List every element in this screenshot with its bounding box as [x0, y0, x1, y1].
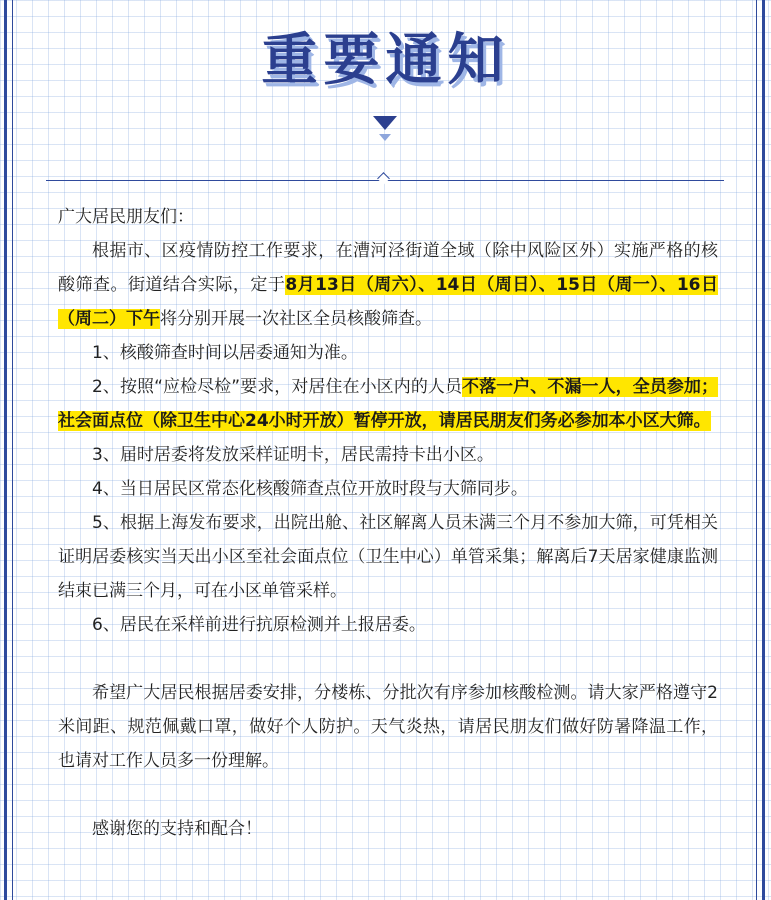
list-item-3: 3、届时居委将发放采样证明卡，居民需持卡出小区。 — [92, 445, 494, 465]
list-item-2 — [58, 370, 718, 438]
closing-paragraph: 希望广大居民根据居委安排，分楼栋、分批次有序参加核酸检测。请大家严格遵守2米间距、规范佩戴口罩，做好个人防护。天气炎热，请居民朋友们做好防暑降温工作，也请对工作人员多一份理解。 — [58, 683, 718, 771]
list-item-1: 1、核酸筛查时间以居委通知为准。 — [92, 343, 358, 363]
list-item-5: 5、根据上海发布要求，出院出舱、社区解离人员未满三个月不参加大筛，可凭相关证明居委核实当天出小区至社会面点位（卫生中心）单管采集；解离后7天居家健康监测结束已满三个月，可在小区单管采样。 — [58, 513, 718, 601]
list-item-6: 6、居民在采样前进行抗原检测并上报居委。 — [92, 615, 426, 635]
greeting: 广大居民朋友们： — [58, 207, 194, 227]
intro-text: 根据市、区疫情防控工作要求，在漕河泾街道全域（除中风险区外）实施严格的核酸筛查。街道结合实际，定于 — [58, 241, 718, 295]
paragraph-intro — [58, 234, 718, 336]
notice-title: 重要通知 — [261, 28, 510, 93]
spacer — [58, 642, 718, 676]
item2-highlight: 不落一户、不漏一人，全员参加；社会面点位（除卫生中心24小时开放）暂停开放，请居民朋友们务必参加本小区大筛。 — [58, 377, 719, 431]
thanks-line: 感谢您的支持和配合！ — [92, 819, 262, 839]
down-arrow-icon — [373, 116, 397, 130]
notice-body — [58, 200, 718, 846]
intro-text-end: 将分别开展一次社区全员核酸筛查。 — [160, 309, 432, 329]
item2-text: 2、按照“应检尽检”要求，对居住在小区内的人员 — [92, 377, 463, 397]
list-item-4: 4、当日居民区常态化核酸筛查点位开放时段与大筛同步。 — [92, 479, 528, 499]
down-arrow-small-icon — [379, 134, 391, 141]
intro-highlight-dates: 8月13日（周六）、14日（周日）、15日（周一）、16日（周二）下午 — [58, 275, 718, 329]
spacer — [58, 778, 718, 812]
